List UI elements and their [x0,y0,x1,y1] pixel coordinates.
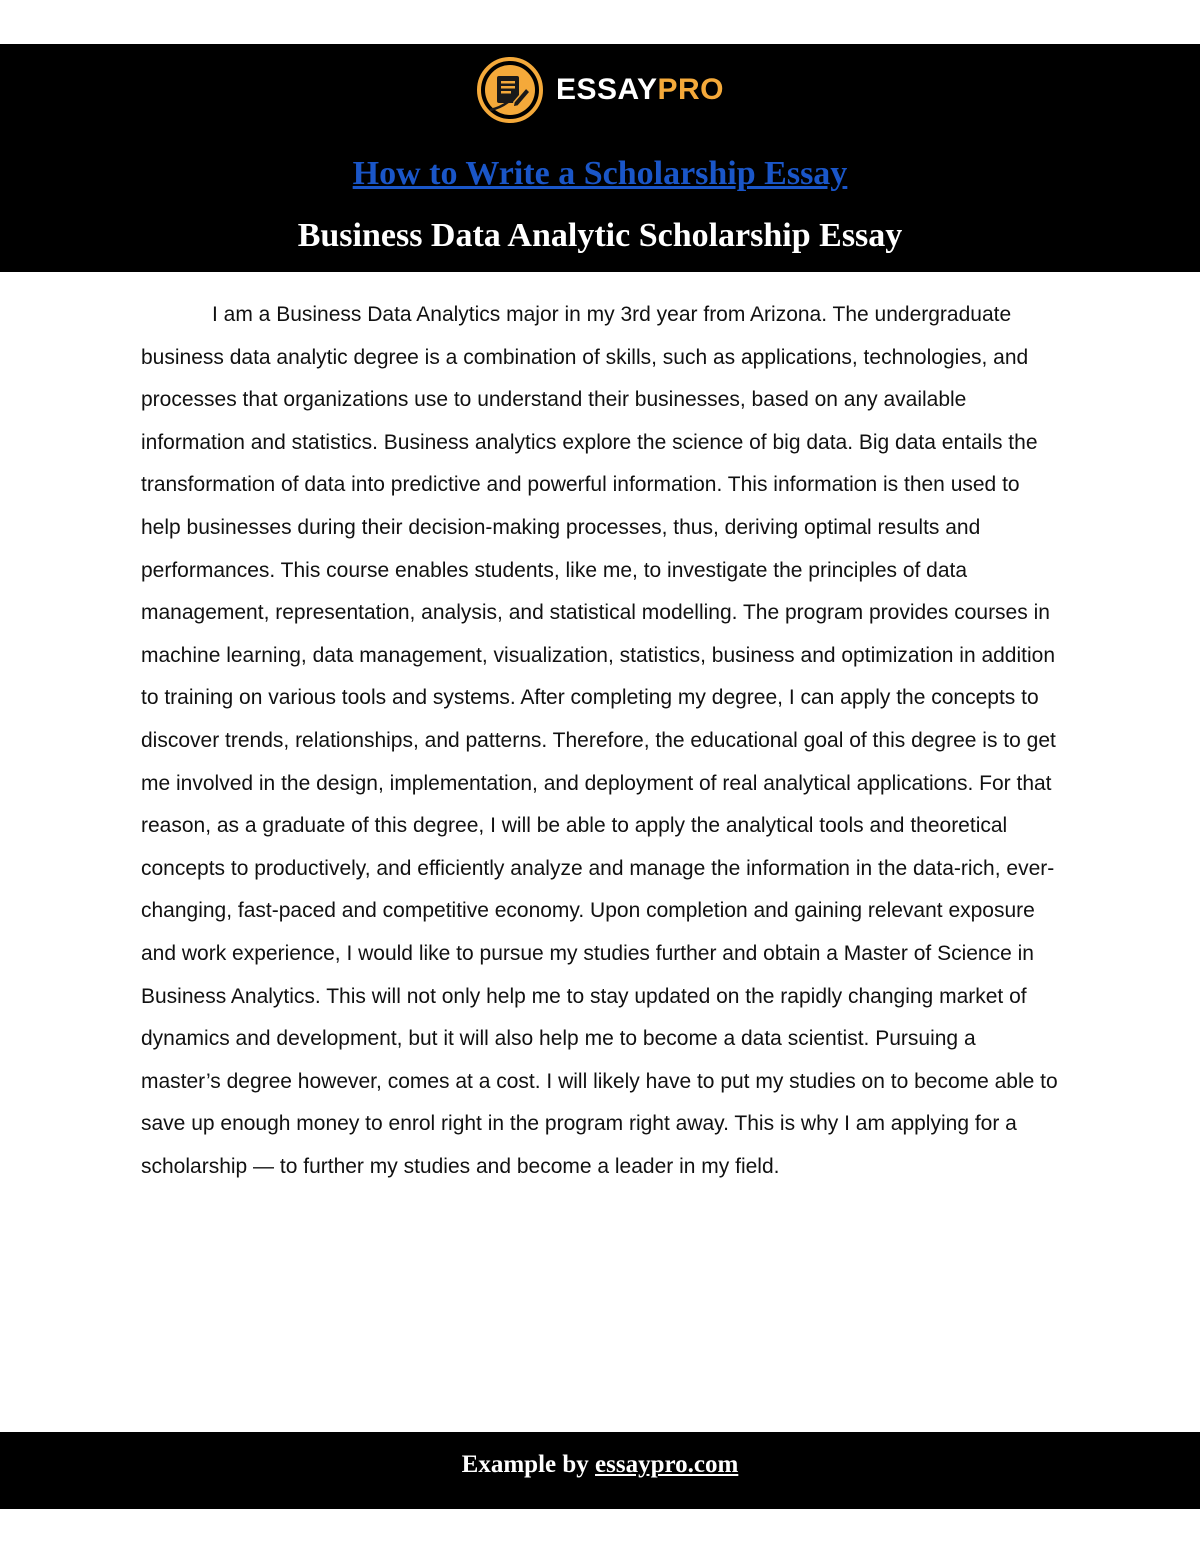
logo-wordmark [556,73,724,107]
footer-prefix: Example by [461,1451,589,1478]
essay-body-paragraph: I am a Business Data Analytics major in my 3rd year from Arizona. The undergraduate business data analytic degree is a combination of skills, such as applications, technologies, and processes that organizations use to understand their businesses, based on any available information and statistics. Business analytics explore the science of big data. Big data entails the transformation of data into predictive and powerful information. This information is then used to help businesses during their decision-making processes, thus, deriving optimal results and performances. This course enables students, like me, to investigate the principles of data management, representation, analysis, and statistical modelling. The program provides courses in machine learning, data management, visualization, statistics, business and optimization in addition to training on various tools and systems. After completing my degree, I can apply the concepts to discover trends, relationships, and patterns. Therefore, the educational goal of this degree is to get me involved in the design, implementation, and deployment of real analytical applications. For that reason, as a graduate of this degree, I will be able to apply the analytical tools and theoretical concepts to productively, and efficiently analyze and manage the information in the data-rich, ever-changing, fast-paced and competitive economy. Upon completion and gaining relevant exposure and work experience, I would like to pursue my studies further and obtain a Master of Science in Business Analytics. This will not only help me to stay updated on the rapidly changing market of dynamics and development, but it will also help me to become a data scientist. Pursuing a master’s degree however, comes at a cost. I will likely have to put my studies on to become able to save up enough money to enrol right in the program right away. This is why I am applying for a scholarship — to further my studies and become a leader in my field. [141,303,1058,1178]
essay-title: Business Data Analytic Scholarship Essay [297,217,903,254]
essay-document-pen-icon [476,56,544,124]
logo-wordmark-primary: ESSAY [556,73,658,106]
guide-link[interactable]: How to Write a Scholarship Essay [352,155,848,192]
logo-wordmark-accent: PRO [657,73,724,106]
essaypro-logo[interactable] [0,56,1200,124]
footer-band [0,1432,1200,1509]
footer-credit [0,1448,1200,1482]
header-band [0,44,1200,272]
footer-essaypro-link[interactable]: essaypro.com [595,1451,739,1478]
